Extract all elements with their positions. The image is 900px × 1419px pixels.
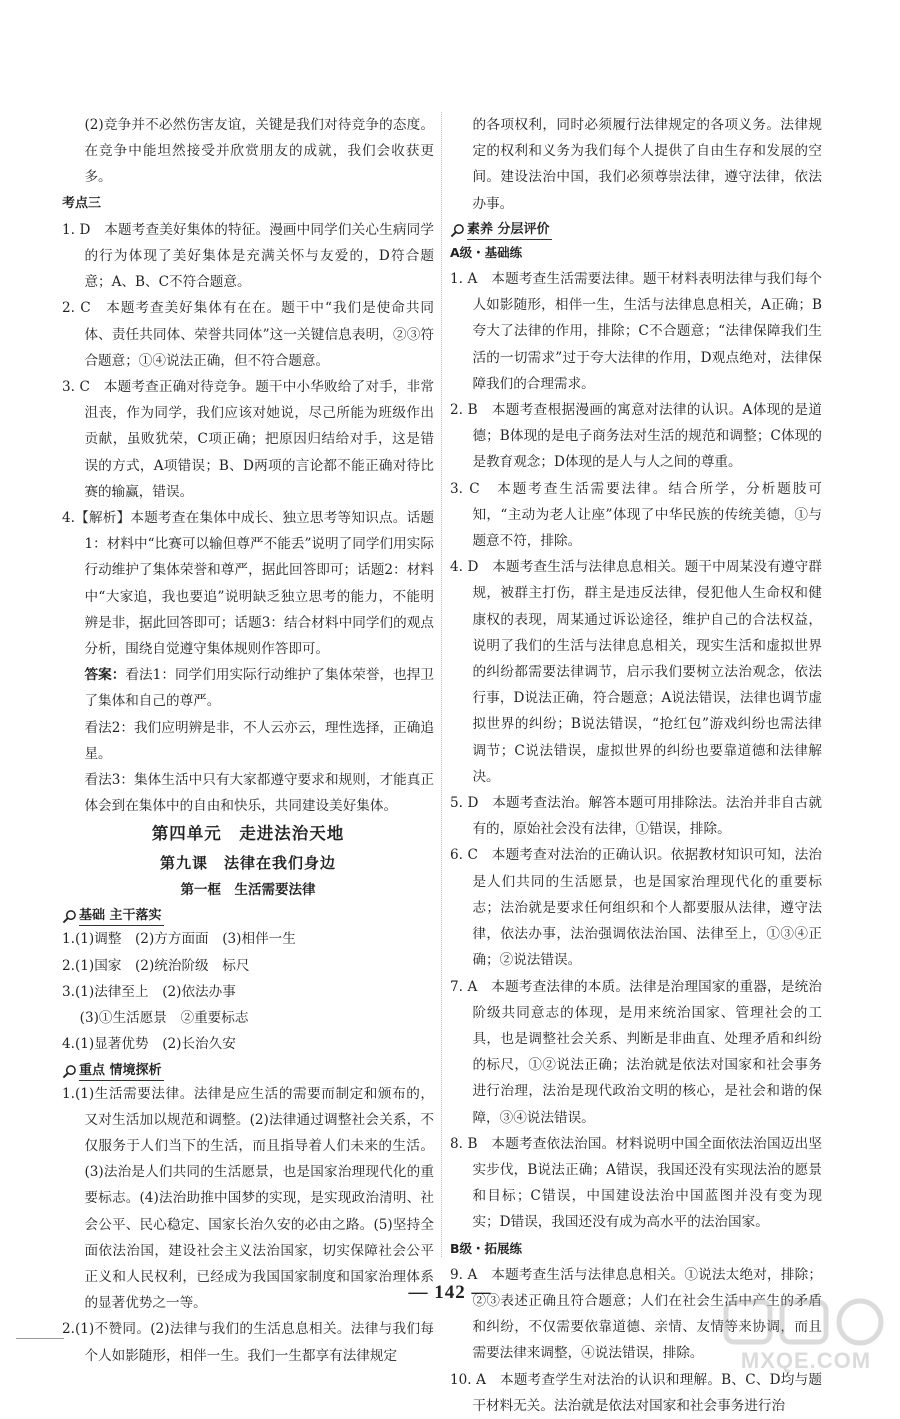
answer-item: 2. C 本题考查美好集体有在在。题干中“我们是使命共同体、责任共同体、荣誉共同体”这一关键信息表明，②③符合题意；①④说法正确，但不符合题意。 xyxy=(62,300,434,369)
fill-answer: 3.(1)法律至上 (2)依法办事 xyxy=(62,983,236,1000)
footer-rule xyxy=(16,1338,64,1339)
fill-answer: 2.(1)国家 (2)统治阶级 标尺 xyxy=(62,957,250,974)
level-label-b: B级・拓展练 xyxy=(450,1240,523,1256)
answer-item: 1. A 本题考查生活需要法律。题干材料表明法律与我们每个人如影随形，相伴一生，生活与法律息息相关，A正确；B夸大了法律的作用，排除；C不合题意；“法律保障我们生活的一切需求”过于夸大法律的作用，D观点绝对，法律保障我们的合理需求。 xyxy=(450,271,822,392)
answer-item: 9. A 本题考查生活与法律息息相关。①说法太绝对，排除；②③表述正确且符合题意；人们在社会生活中产生的矛盾和纠纷，不仅需要依靠道德、亲情、友情等来协调，而且需要法律来调整，④说法错误，排除。 xyxy=(450,1266,822,1362)
watermark-text: MXQE.COM xyxy=(740,1348,872,1373)
level-label-a: A级・基础练 xyxy=(450,244,523,260)
page-number: — 142 — xyxy=(408,1282,492,1303)
answer-item: 4. D 本题考查生活与法律息息相关。题干中周某没有遵守群规，被群主打伤，群主是违反法律，侵犯他人生命权和健康权的表现，周某通过诉讼途径，维护自己的合法权益，说明了我们的生活与法律息息相关，现实生活和虚拟世界的纠纷都需要法律调节，启示我们要树立法治观念，依法行事，D说法正确，符合题意；A说法错误，法律也调节虚拟世界的纠纷；B说法错误，“抢红包”游戏纠纷也需法律调节；C说法错误，虚拟世界的纠纷也要靠道德和法律解决。 xyxy=(450,559,822,785)
answer-item: 5. D 本题考查法治。解答本题可用排除法。法治并非自古就有的，原始社会没有法律，①错误，排除。 xyxy=(450,795,822,838)
unit-title: 第四单元 走进法治天地 xyxy=(151,824,345,844)
section-head-label: 基础 主干落实 xyxy=(79,907,164,926)
section-head-key xyxy=(62,1062,434,1081)
answer-item: 4.【解析】本题考查在集体中成长、独立思考等知识点。话题1：材料中“比赛可以输但尊严不能丢”说明了同学们用实际行动维护了集体荣誉和尊严，据此回答即可；话题2：材料中“大家追，我也要追”说明缺乏独立思考的能力，不能明辨是非，据此回答即可；话题3：结合材料中同学们的观点分析，围绕自觉遵守集体规则作答即可。 xyxy=(62,510,434,658)
frame-title: 第一框 生活需要法律 xyxy=(180,882,316,899)
column-divider xyxy=(441,112,442,1257)
watermark-icon xyxy=(720,1296,892,1348)
answer-item: 2.(1)不赞同。(2)法律与我们的生活息息相关。法律与我们每个人如影随形，相伴一生。我们一生都享有法律规定 xyxy=(62,1321,434,1364)
section-head-label: 素养 分层评价 xyxy=(467,221,552,240)
answer-item: 3. C 本题考查正确对待竞争。题干中小华败给了对手，非常沮丧，作为同学，我们应该对她说，尽己所能为班级作出贡献，虽败犹荣，C项正确；把原因归结给对手，这是错误的方式，A项错误；B、D两项的言论都不能正确对待比赛的输赢，错误。 xyxy=(62,379,434,500)
section-head-suyang xyxy=(450,221,822,240)
magnifier-icon xyxy=(450,223,465,238)
left-column xyxy=(62,112,434,1369)
magnifier-icon xyxy=(62,909,77,924)
answer-item: 7. A 本题考查法律的本质。法律是治理国家的重器，是统治阶级共同意志的体现，是用来统治国家、管理社会的工具，也是调整社会关系、判断是非曲直、处理矛盾和纠纷的标尺，①②说法正确；法治就是依法对国家和社会事务进行治理，法治是现代政治文明的核心，是社会和谐的保障，③④说法错误。 xyxy=(450,978,822,1126)
answer-paragraph xyxy=(62,662,434,714)
answer-paragraph: 看法3：集体生活中只有大家都遵守要求和规则，才能真正体会到在集体中的自由和快乐，共同建设美好集体。 xyxy=(84,772,434,815)
magnifier-icon xyxy=(62,1064,77,1079)
section-title-kaodian3: 考点三 xyxy=(62,195,102,211)
paragraph: (2)竞争并不必然伤害友谊，关键是我们对待竞争的态度。在竞争中能坦然接受并欣赏朋友的成就，我们会收获更多。 xyxy=(84,117,434,186)
answer-item: 1. D 本题考查美好集体的特征。漫画中同学们关心生病同学的行为体现了美好集体是充满关怀与友爱的，D符合题意；A、B、C不符合题意。 xyxy=(62,221,434,291)
answer-item: 2. B 本题考查根据漫画的寓意对法律的认识。A体现的是道德；B体现的是电子商务法对生活的规范和调整；C体现的是教育观念；D体现的是人与人之间的尊重。 xyxy=(450,402,822,471)
answer-item: 6. C 本题考查对法治的正确认识。依据教材知识可知，法治是人们共同的生活愿景，也是国家治理现代化的重要标志；法治就是要求任何组织和个人都要服从法律，遵守法律，依法办事，法治强调依法治国、法律至上，①③④正确；②说法错误。 xyxy=(450,847,822,969)
answer-text: 看法1：同学们用实际行动维护了集体荣誉，也捍卫了集体和自己的尊严。 xyxy=(84,667,435,710)
right-column xyxy=(450,112,822,1419)
answer-item: 1.(1)生活需要法律。法律是应生活的需要而制定和颁布的，又对生活加以规范和调整。(2)法律通过调整社会关系，不仅服务于人们当下的生活，而且指导着人们未来的生活。(3)法治是人们共同的生活愿景，也是国家治理现代化的重要标志。(4)法治助推中国梦的实现，是实现政治清明、社会公平、民心稳定、国家长治久安的必由之路。(5)坚持全面依法治国，建设社会主义法治国家，切实保障社会公平正义和人民权利，已经成为我国国家制度和国家治理体系的显著优势之一等。 xyxy=(62,1085,434,1312)
paragraph: 的各项权利，同时必须履行法律规定的各项义务。法律规定的权利和义务为我们每个人提供了自由生存和发展的空间。建设法治中国，我们必须尊崇法律，遵守法律，依法办事。 xyxy=(472,117,822,212)
fill-answer: (3)①生活愿景 ②重要标志 xyxy=(79,1010,249,1027)
section-head-label: 重点 情境探析 xyxy=(79,1062,164,1081)
answer-paragraph: 看法2：我们应明辨是非，不人云亦云，理性选择，正确追星。 xyxy=(84,719,434,762)
answer-item: 3. C 本题考查生活需要法律。结合所学，分析题肢可知，“主动为老人让座”体现了中华民族的传统美德，①与题意不符，排除。 xyxy=(450,480,822,550)
watermark-logo xyxy=(720,1296,892,1382)
answer-label: 答案： xyxy=(84,667,126,684)
fill-answer: 1.(1)调整 (2)方方面面 (3)相伴一生 xyxy=(62,931,296,948)
answer-item: 8. B 本题考查依法治国。材料说明中国全面依法治国迈出坚实步伐，B说法正确；A错误，我国还没有实现法治的愿景和目标；C错误，中国建设法治中国蓝图并没有变为现实；D错误，我国还没有成为高水平的法治国家。 xyxy=(450,1135,822,1231)
section-head-basics xyxy=(62,907,434,926)
lesson-title: 第九课 法律在我们身边 xyxy=(159,854,336,873)
fill-answer: 4.(1)显著优势 (2)长治久安 xyxy=(62,1036,236,1053)
answer-item: 10. A 本题考查学生对法治的认识和理解。B、C、D均与题干材料无关。法治就是依法对国家和社会事务进行治 xyxy=(450,1371,822,1414)
